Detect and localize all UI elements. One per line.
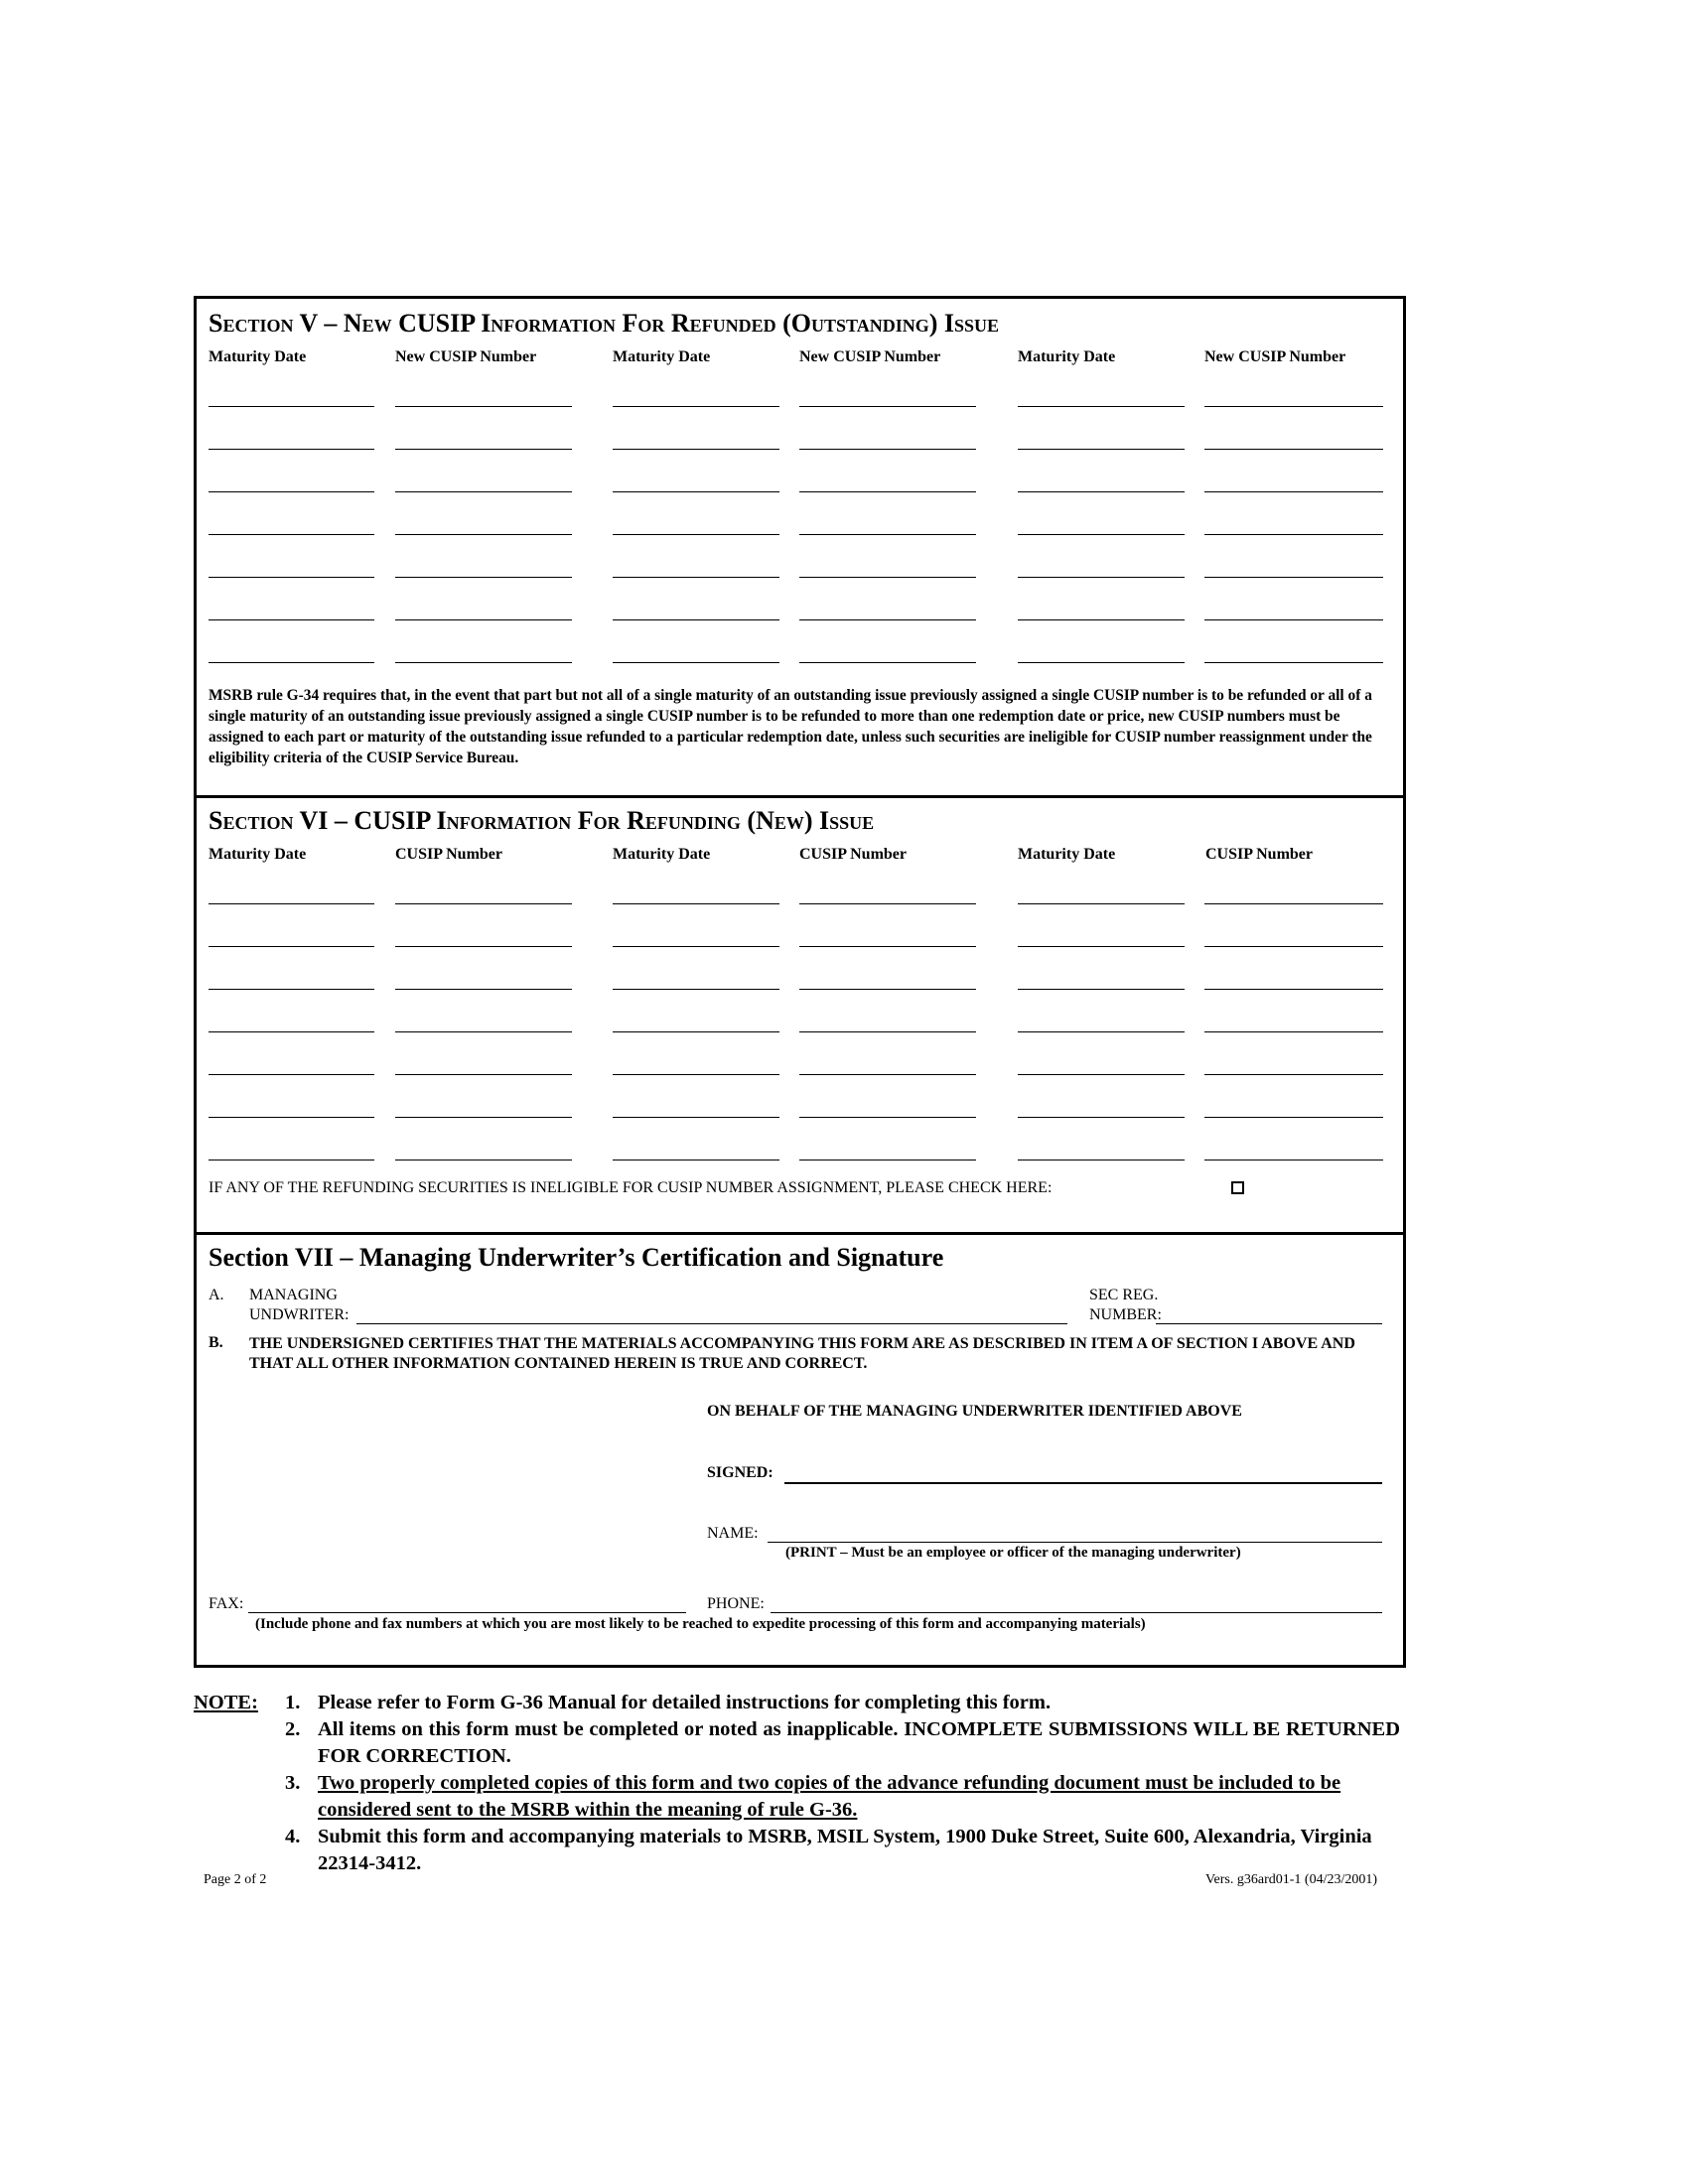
certification-text: THE UNDERSIGNED CERTIFIES THAT THE MATERIALS ACCOMPANYING THIS FORM ARE AS DESCRIBED IN ITEM A OF SECTION I ABOVE AND THAT ALL OTHER INFORMATION CONTAINED HEREIN IS TRUE AND CORRECT. [249,1335,1355,1372]
note-3-num: 3. [285,1772,301,1794]
maturity-date-field[interactable] [613,989,779,990]
item-b-label: B. [209,1334,223,1351]
col-header: Maturity Date [1018,846,1116,863]
maturity-date-field[interactable] [209,946,374,947]
cusip-number-field[interactable] [1204,619,1383,620]
cusip-number-field[interactable] [1204,577,1383,578]
maturity-date-field[interactable] [1018,946,1185,947]
section-vii [197,1232,1403,1668]
cusip-number-field[interactable] [799,662,976,663]
section-vi-title: Section VI – CUSIP Information For Refunding (New) Issue [209,806,875,835]
col-header: Maturity Date [613,846,711,863]
maturity-date-field[interactable] [613,534,779,535]
cusip-number-field[interactable] [799,946,976,947]
phone-label: PHONE: [707,1595,765,1612]
cusip-number-field[interactable] [395,534,572,535]
maturity-date-field[interactable] [613,577,779,578]
fax-field[interactable] [248,1612,686,1613]
phone-field[interactable] [771,1612,1382,1613]
maturity-date-field[interactable] [613,662,779,663]
cusip-number-field[interactable] [799,577,976,578]
maturity-date-field[interactable] [1018,903,1185,904]
cusip-number-field[interactable] [1204,1117,1383,1118]
ineligible-label: IF ANY OF THE REFUNDING SECURITIES IS INELIGIBLE FOR CUSIP NUMBER ASSIGNMENT, PLEASE CHECK HERE: [209,1179,1053,1196]
cusip-number-field[interactable] [1204,449,1383,450]
maturity-date-field[interactable] [1018,1117,1185,1118]
maturity-date-field[interactable] [613,1031,779,1032]
note-2-text: All items on this form must be completed or noted as inapplicable. INCOMPLETE SUBMISSIONS WILL BE RETURNED FOR CORRECTION. [318,1718,1400,1767]
cusip-number-field[interactable] [1204,946,1383,947]
maturity-date-field[interactable] [613,946,779,947]
maturity-date-field[interactable] [613,619,779,620]
sec-reg-label-1: SEC REG. [1089,1287,1159,1303]
cusip-number-field[interactable] [395,989,572,990]
managing-label-2: UNDWRITER: [249,1306,350,1323]
cusip-number-field[interactable] [1204,662,1383,663]
cusip-number-field[interactable] [395,491,572,492]
maturity-date-field[interactable] [209,1074,374,1075]
maturity-date-field[interactable] [613,491,779,492]
name-field[interactable] [768,1542,1382,1543]
cusip-number-field[interactable] [395,946,572,947]
cusip-number-field[interactable] [1204,1031,1383,1032]
maturity-date-field[interactable] [1018,1074,1185,1075]
maturity-date-field[interactable] [209,491,374,492]
col-header: New CUSIP Number [799,348,941,365]
note-label: NOTE: [194,1692,258,1713]
maturity-date-field[interactable] [209,406,374,407]
managing-underwriter-field[interactable] [356,1323,1067,1324]
col-header: New CUSIP Number [1204,348,1346,365]
section-v [197,299,1403,795]
maturity-date-field[interactable] [1018,577,1185,578]
col-header: Maturity Date [209,846,307,863]
maturity-date-field[interactable] [613,449,779,450]
page-number: Page 2 of 2 [204,1872,267,1887]
cusip-number-field[interactable] [799,1074,976,1075]
fax-label: FAX: [209,1595,244,1612]
col-header: Maturity Date [613,348,711,365]
cusip-number-field[interactable] [1204,534,1383,535]
version-label: Vers. g36ard01-1 (04/23/2001) [1205,1872,1378,1887]
col-header: CUSIP Number [1205,846,1314,863]
cusip-number-field[interactable] [1204,406,1383,407]
cusip-number-field[interactable] [799,619,976,620]
cusip-number-field[interactable] [799,1031,976,1032]
signed-label: SIGNED: [707,1464,774,1481]
maturity-date-field[interactable] [209,577,374,578]
section-vii-title: Section VII – Managing Underwriter’s Certification and Signature [209,1243,944,1272]
maturity-date-field[interactable] [1018,1031,1185,1032]
g34-rule-paragraph: MSRB rule G-34 requires that, in the event that part but not all of a single maturity of an outstanding issue previously assigned a single CUSIP number is to be refunded or all of a single maturity of an outstanding issue previously assigned a single CUSIP number is to be refunded to more than one redemption date or price, new CUSIP numbers must be assigned to each part or maturity of the outstanding issue refunded to a particular redemption date, unless such securities are ineligible for CUSIP number reassignment under the eligibility criteria of the CUSIP Service Bureau. [209,687,1372,766]
on-behalf-text: ON BEHALF OF THE MANAGING UNDERWRITER IDENTIFIED ABOVE [707,1403,1242,1420]
maturity-date-field[interactable] [1018,406,1185,407]
contact-note: (Include phone and fax numbers at which you are most likely to be reached to expedite processing of this form and accompanying materials) [255,1616,1146,1632]
note-3-text: Two properly completed copies of this form and two copies of the advance refunding document must be included to be considered sent to the MSRB within the meaning of rule G-36. [318,1772,1341,1821]
cusip-number-field[interactable] [799,1117,976,1118]
note-4-text: Submit this form and accompanying materials to MSRB, MSIL System, 1900 Duke Street, Suite 600, Alexandria, Virginia 22314-3412. [318,1826,1372,1874]
cusip-number-field[interactable] [799,491,976,492]
sec-reg-label-2: NUMBER: [1089,1306,1162,1323]
cusip-number-field[interactable] [395,903,572,904]
name-label: NAME: [707,1525,759,1542]
cusip-number-field[interactable] [395,406,572,407]
note-4-num: 4. [285,1826,301,1847]
note-1-num: 1. [285,1692,301,1713]
cusip-number-field[interactable] [799,989,976,990]
cusip-number-field[interactable] [395,619,572,620]
cusip-number-field[interactable] [1204,1074,1383,1075]
section-v-title: Section V – New CUSIP Information For Refunded (Outstanding) Issue [209,309,999,338]
maturity-date-field[interactable] [209,662,374,663]
cusip-number-field[interactable] [395,1031,572,1032]
ineligible-checkbox[interactable] [1231,1181,1244,1194]
cusip-number-field[interactable] [1204,989,1383,990]
managing-label-1: MANAGING [249,1287,338,1303]
name-note: (PRINT – Must be an employee or officer of the managing underwriter) [785,1545,1241,1561]
cusip-number-field[interactable] [1204,491,1383,492]
maturity-date-field[interactable] [209,989,374,990]
sec-reg-number-field[interactable] [1156,1323,1382,1324]
col-header: Maturity Date [1018,348,1116,365]
cusip-number-field[interactable] [395,1074,572,1075]
maturity-date-field[interactable] [1018,619,1185,620]
note-2-num: 2. [285,1718,301,1740]
section-vi [197,795,1403,1235]
col-header: CUSIP Number [395,846,503,863]
form-box [194,296,1406,1668]
maturity-date-field[interactable] [613,1074,779,1075]
maturity-date-field[interactable] [209,449,374,450]
col-header: CUSIP Number [799,846,908,863]
cusip-number-field[interactable] [395,449,572,450]
signature-field[interactable] [784,1482,1382,1484]
cusip-number-field[interactable] [799,406,976,407]
note-1-text: Please refer to Form G-36 Manual for detailed instructions for completing this form. [318,1692,1052,1713]
maturity-date-field[interactable] [1018,449,1185,450]
maturity-date-field[interactable] [1018,662,1185,663]
maturity-date-field[interactable] [209,534,374,535]
maturity-date-field[interactable] [1018,491,1185,492]
maturity-date-field[interactable] [1018,534,1185,535]
maturity-date-field[interactable] [1018,989,1185,990]
maturity-date-field[interactable] [613,1117,779,1118]
maturity-date-field[interactable] [209,619,374,620]
cusip-number-field[interactable] [395,662,572,663]
maturity-date-field[interactable] [613,406,779,407]
col-header: New CUSIP Number [395,348,537,365]
cusip-number-field[interactable] [1204,903,1383,904]
cusip-number-field[interactable] [799,903,976,904]
item-a-label: A. [209,1287,224,1303]
cusip-number-field[interactable] [395,577,572,578]
maturity-date-field[interactable] [209,1031,374,1032]
cusip-number-field[interactable] [799,449,976,450]
maturity-date-field[interactable] [209,1117,374,1118]
maturity-date-field[interactable] [209,903,374,904]
cusip-number-field[interactable] [799,534,976,535]
cusip-number-field[interactable] [395,1117,572,1118]
maturity-date-field[interactable] [613,903,779,904]
col-header: Maturity Date [209,348,307,365]
